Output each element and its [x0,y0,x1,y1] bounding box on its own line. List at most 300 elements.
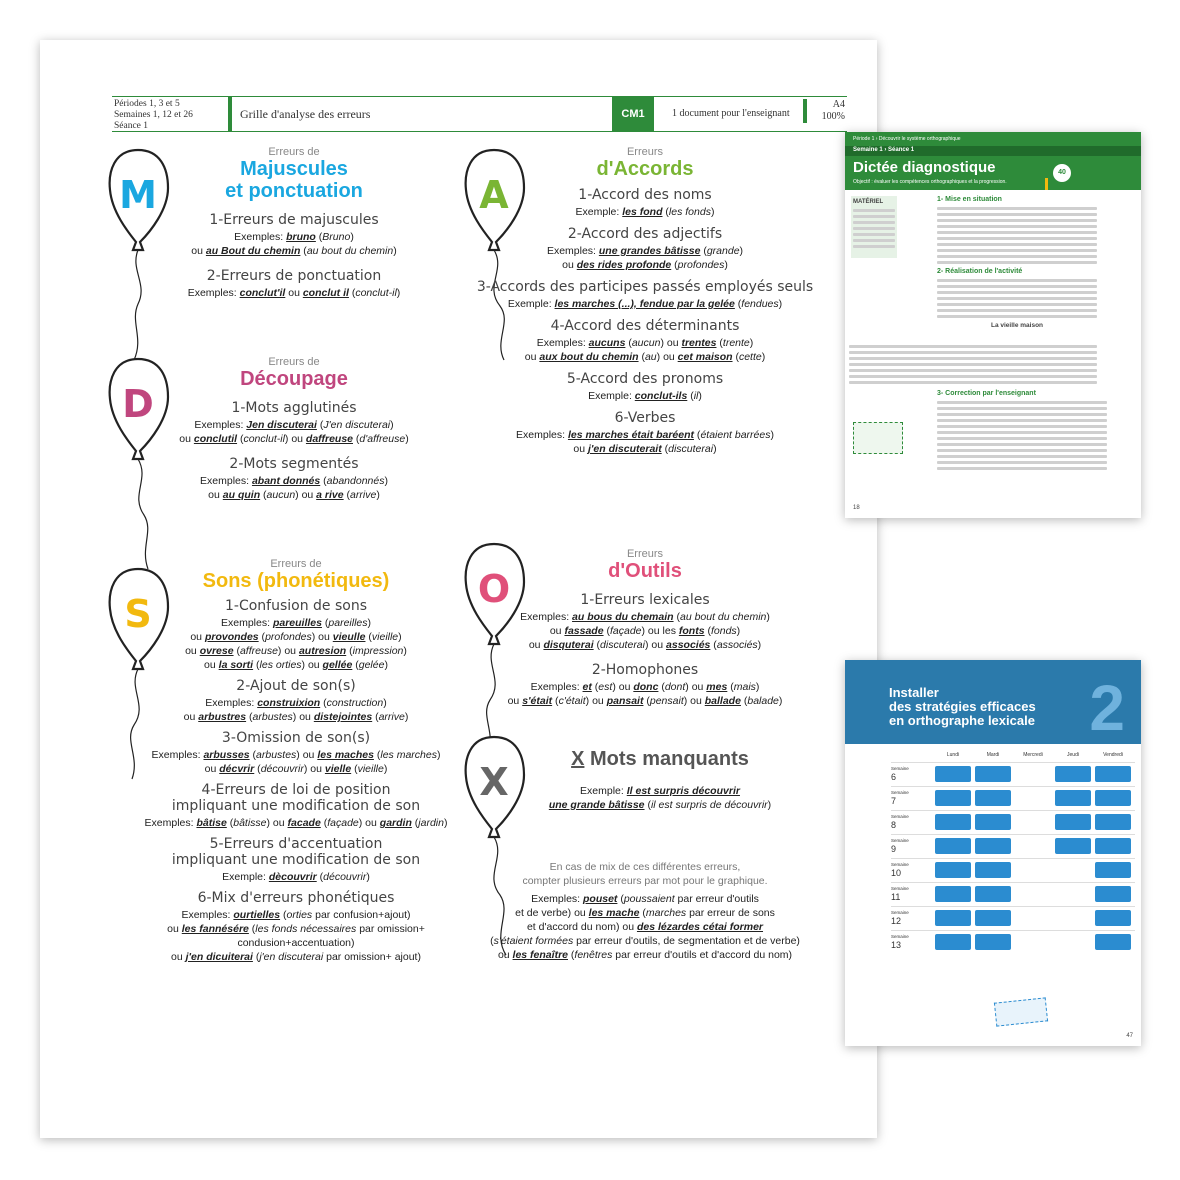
session-cell [1015,934,1051,950]
example-text: ) ou [685,681,707,693]
example-text: ) ou [277,645,299,657]
error-example: cet maison [677,351,733,363]
example-text: ou [528,639,544,651]
example-line [116,762,476,776]
example-text: ) [405,433,409,445]
subcategory-title: 6-Mix d'erreurs phonétiques [197,890,395,906]
example-text: condusion+accentuation) [237,937,355,949]
example-text: ( [704,625,711,637]
example-line [470,442,820,456]
example-line [470,948,820,962]
correct-form: aucun [266,489,296,501]
example-text: ou [573,443,589,455]
section-pre: Erreurs de [268,146,320,158]
example-line [470,694,820,708]
error-example: j'en dicuiterai [185,951,253,963]
session-cell [1095,910,1131,926]
example-text: ) ou [296,749,318,761]
example-text: ou [204,763,220,775]
example-text: ( [346,645,353,657]
example-line [160,230,428,244]
correct-form: marches [645,907,687,919]
example-text: ( [233,645,240,657]
example-line [470,680,820,694]
example-text: ) [736,625,741,637]
session-cell [935,934,971,950]
session-cell [1015,910,1051,926]
subcategory-title: 5-Accord des pronoms [566,371,724,387]
error-example: s'était [522,695,553,707]
example-line [500,798,820,812]
example-line [160,474,428,488]
correct-form: étaient barrées [700,429,771,441]
example-text: Exemples: [200,475,252,487]
example-text: ou [167,923,182,935]
error-example: au Bout du chemin [205,245,301,257]
example-line [470,624,820,638]
session-cell [1055,790,1091,806]
example-line [470,258,820,272]
correct-form: les fonds [668,206,711,218]
example-text: ( [662,206,669,218]
example-text: ( [638,351,645,363]
section-majuscules [160,146,428,300]
session-cell [1015,814,1051,830]
section-title: d'Accords [596,158,694,180]
example-text: ou [171,951,186,963]
example-text: ou [183,711,199,723]
example-text: ou [179,433,194,445]
section-title: X Mots manquants [571,748,749,770]
example-line [116,616,476,630]
example-text: Exemple: [588,390,635,402]
example-text: ( [687,390,694,402]
error-example: des lézardes cétai former [636,921,764,933]
balloon-letter: A [479,173,509,217]
week-row: Semaine 9 [891,834,1135,854]
correct-form: associés [716,639,758,651]
error-example: vielle [324,763,352,775]
example-text: ( [343,489,351,501]
strategies-page: Installer des stratégies efficaces en orthographe lexicale 2 Lundi Mardi Mercredi Jeudi Vendredi Semaine 6 Semaine 7 Semaine 8 Semaine 9 Semaine 10 Semaine 11 Semaine 12 Semaine 13 47 [845,660,1141,1046]
example-text: ( [740,695,748,707]
error-example: pareuilles [272,617,322,629]
correct-form: construction [326,697,384,709]
example-text: ( [365,631,372,643]
correct-form: balade [747,695,779,707]
subcategory-title: 3-Accords des participes passés employés seuls [476,279,814,295]
dictee-diagnostique-page: Période 1 › Découvrir le système orthographique Semaine 1 › Séance 1 Dictée diagnostique Objectif : évaluer les compétences orthographiques et la progression. 40 MATÉRIEL 1- Mise en situation 2- Réalisation de l'activité La vieille maison 3- Correction par l'enseignant 18 [845,132,1141,518]
example-line [470,350,820,364]
example-text: ( [694,429,701,441]
correct-form: grande [706,245,740,257]
session-cell [1095,790,1131,806]
example-text: ( [617,893,624,905]
section-pre: Erreurs [626,146,664,158]
example-text: ou [190,631,205,643]
error-example: les mache [588,907,640,919]
duration-badge: 40 [1053,164,1071,182]
correct-form: arrive [350,489,377,501]
correct-form: il est surpris de découvrir [650,799,768,811]
example-text: ( [658,681,665,693]
correct-form: Bruno [322,231,351,243]
subcategory-title: 4-Erreurs de loi de position [201,782,391,798]
example-line [470,244,820,258]
section-sons [116,558,476,964]
example-text: ) [396,287,401,299]
example-line [116,816,476,830]
section-outils [470,548,820,708]
example-text: ( [639,907,646,919]
example-text: ) [767,799,772,811]
example-text: ( [591,681,599,693]
example-text: ( [373,749,381,761]
subcategory-title: 6-Verbes [614,410,676,426]
example-text: ( [716,337,723,349]
example-text: Exemple: [507,298,555,310]
document-title: Grille d'analyse des erreurs [228,97,370,131]
example-text: ) [376,489,380,501]
correct-form: découvrir [323,871,367,883]
correct-form: d'affreuse [359,433,406,445]
error-example: ballade [704,695,741,707]
session-cell [1015,838,1051,854]
error-example: une grandes bâtisse [598,245,701,257]
day-header: Mercredi [1023,752,1043,758]
session-cell [975,838,1011,854]
example-text: ) [724,259,728,271]
example-line [470,920,820,934]
session-cell [935,814,971,830]
example-text: ( [253,659,260,671]
error-example: gardin [379,817,412,829]
example-line [116,870,476,884]
error-example: des rides profonde [576,259,672,271]
error-example: pansait [606,695,644,707]
correct-form: poussaient [623,893,675,905]
example-text: et de verbe) ou [515,907,589,919]
section-title: Majuscules et ponctuation [225,158,363,202]
error-example: distejointes [313,711,373,723]
example-text: par erreur d'outils, de segmentation et de verbe) [573,935,800,947]
error-example: fonts [678,625,705,637]
example-text: ( [671,259,678,271]
example-text: ( [568,949,575,961]
subcategory-title: 2-Mots segmentés [229,456,359,472]
correct-form: les orties [259,659,302,671]
balloon-letter: M [119,173,157,217]
example-text: ( [348,287,356,299]
error-example: la sorti [218,659,254,671]
subcategory-title: 1-Mots agglutinés [231,400,357,416]
chapter-number: 2 [1089,672,1125,744]
error-example: dècouvrir [268,871,317,883]
correct-form: façade [609,625,642,637]
correct-form: affreuse [239,645,278,657]
example-text: ) [404,711,409,723]
error-example: mes [706,681,728,693]
example-text: ( [593,639,601,651]
error-example: les maches [317,749,374,761]
correct-form: conclut-il [243,433,285,445]
correct-form: arbustes [252,711,293,723]
example-line [116,908,476,922]
balloon-letter: O [477,567,511,611]
subcategory-title: 2-Accord des adjectifs [567,226,723,242]
example-text: Exemples: [187,287,240,299]
day-header: Lundi [946,752,960,758]
session-cell [1095,766,1131,782]
example-text: ) [383,697,387,709]
correct-form: dont [664,681,686,693]
example-text: Exemples: [205,697,258,709]
example-text: Exemples: [530,681,583,693]
example-text: ( [625,337,632,349]
error-example: vieulle [332,631,366,643]
example-text: ou [285,287,303,299]
example-text: ) [443,817,448,829]
correct-form: J'en discuterai [323,419,391,431]
example-text: Exemples: [194,419,247,431]
example-text: ( [320,697,327,709]
example-text: ( [673,611,680,623]
error-example: arbustres [198,711,247,723]
example-text: ) [403,645,407,657]
example-text: Exemples: [536,337,589,349]
correct-form: orties [286,909,313,921]
correct-form: fonds [710,625,737,637]
example-text: ) ou les [641,625,679,637]
example-line [160,432,428,446]
subcategory-title: 1-Erreurs de majuscules [209,212,379,228]
example-text: ) ou [284,433,306,445]
correct-form: les marches [380,749,437,761]
dictee-header: Période 1 › Découvrir le système orthographique Semaine 1 › Séance 1 Dictée diagnostique Objectif : évaluer les compétences orthographiques et la progression. 40 [845,132,1141,190]
balloon-letter: X [479,760,509,804]
session-cell [935,910,971,926]
session-cell [935,862,971,878]
example-text: ) [393,245,397,257]
section-decoupage [160,356,428,502]
correct-form: impression [352,645,404,657]
week-row: Semaine 13 [891,930,1135,950]
example-text: ou [191,245,206,257]
subcategory-title: 1-Accord des noms [578,187,712,203]
example-line [116,950,476,964]
example-line [470,389,820,403]
example-text: ) [350,231,354,243]
error-example: conclut il [302,287,349,299]
correct-form: discuterai [668,443,714,455]
session-cell [975,766,1011,782]
example-text: ou [524,351,540,363]
session-cell [1055,910,1091,926]
error-example: associés [666,639,711,651]
session-cell [1095,814,1131,830]
error-example: daffreuse [305,433,353,445]
example-text: ( [710,639,717,651]
example-line [160,418,428,432]
example-text: ( [352,659,359,671]
session-cell [935,790,971,806]
week-row: Semaine 8 [891,810,1135,830]
example-line [116,658,476,672]
correct-form: au bout du chemin [306,245,394,257]
correct-form: c'était [558,695,586,707]
example-line [116,710,476,724]
section-accords [470,146,820,456]
example-line [116,696,476,710]
example-text: ) [384,659,388,671]
example-text: ( [644,799,651,811]
example-text: ( [258,631,266,643]
example-text: ou [507,695,523,707]
balloon-letter: D [122,382,154,426]
error-example: les fenaître [512,949,568,961]
example-text: par erreur de sons [686,907,775,919]
example-text: ) [757,639,762,651]
error-example: ourtielles [233,909,281,921]
example-text: ( [411,817,419,829]
example-text: par erreur d'outils et d'accord du nom) [612,949,793,961]
example-text: ) ou [656,351,678,363]
correct-form: vieille [371,631,399,643]
section-title: d'Outils [608,560,682,582]
example-text: ( [372,711,379,723]
session-cell [975,790,1011,806]
example-text: ) [367,617,371,629]
correct-form: trente [722,337,750,349]
example-text: Exemple: [580,785,627,797]
example-text: ou [208,489,223,501]
example-text: Exemples: [531,893,583,905]
example-line [470,297,820,311]
example-text: ( [300,245,307,257]
week-row: Semaine 10 [891,858,1135,878]
example-line [470,906,820,920]
subcategory-title: 1-Erreurs lexicales [580,592,710,608]
correct-form: conclut-il [355,287,397,299]
example-text: par omission+ [356,923,425,935]
error-example: Il est surpris découvrir [626,785,740,797]
correct-form: gelée [358,659,385,671]
example-text: Exemples: [221,617,273,629]
error-example: autresion [298,645,347,657]
error-example: et [582,681,592,693]
example-line [470,934,820,948]
correct-form: façade [327,817,359,829]
error-example: au quin [222,489,261,501]
week-row: Semaine 7 [891,786,1135,806]
session-cell [1095,934,1131,950]
day-header: Jeudi [1067,752,1079,758]
example-text: ( [734,298,742,310]
error-example: trentes [681,337,717,349]
example-text: Exemples: [234,231,287,243]
example-text: ) ou [303,763,325,775]
error-example: Jen discuterai [246,419,317,431]
session-cell [1055,838,1091,854]
example-text: par confusion+ajout) [312,909,411,921]
example-text: ( [315,231,323,243]
section-pre: Erreurs de [270,558,322,570]
example-text: Exemples: [144,817,197,829]
example-text: Exemples: [516,429,568,441]
session-cell [1095,838,1131,854]
example-text: ( [254,763,261,775]
error-example: j'en discuterait [588,443,662,455]
correct-form: profondes [265,631,312,643]
example-text: ) ou [660,337,682,349]
example-text: ( [320,817,328,829]
level-badge: CM1 [612,97,654,131]
error-example: abant donnés [251,475,321,487]
example-text: ou [497,949,513,961]
example-text: ( [226,817,234,829]
example-text: ) [749,337,754,349]
error-example: aucuns [588,337,626,349]
session-cell [1015,886,1051,902]
print-format: A4 100% [803,99,845,123]
correct-form: s'étaient formées [493,935,574,947]
error-example: gellée [322,659,353,671]
example-text: ( [732,351,739,363]
example-text: ) [755,681,760,693]
example-text: ( [353,433,360,445]
session-cell [1015,766,1051,782]
session-cell [935,838,971,854]
error-example: a rive [316,489,344,501]
error-example: conclutil [193,433,238,445]
example-text: ( [727,681,734,693]
dictee-title: Dictée diagnostique [853,159,996,176]
example-text: ( [661,443,669,455]
subcategory-title: 4-Accord des déterminants [550,318,740,334]
correct-form: fenêtres [574,949,613,961]
example-text: ) [710,206,715,218]
correct-form: les fonds nécessaires [255,923,357,935]
example-text: Exemple: [575,206,623,218]
session-cell [975,934,1011,950]
error-example: bruno [286,231,316,243]
correct-form: j'en discuterai [259,951,324,963]
example-text: ou [562,259,577,271]
document-header [112,96,847,132]
session-cell [1055,814,1091,830]
subcategory-title: 2-Ajout de son(s) [236,678,356,694]
example-text: ) [398,631,402,643]
session-cell [975,862,1011,878]
correct-form: bâtisse [233,817,267,829]
example-text: ) ou [358,817,380,829]
session-cell [1095,886,1131,902]
example-text: ( [248,923,256,935]
correct-form: jardin [418,817,444,829]
correct-form: découvrir [260,763,304,775]
example-text: ) ou [295,489,317,501]
balloon-letter: S [124,592,152,636]
error-example: construixion [257,697,321,709]
example-line [470,428,820,442]
example-text: ( [249,749,257,761]
session-cell [1055,862,1091,878]
example-text: Exemples: [520,611,573,623]
week-row: Semaine 11 [891,882,1135,902]
example-text: par erreur d'outils [674,893,759,905]
error-example: décvrir [219,763,255,775]
example-text: ( [316,419,324,431]
